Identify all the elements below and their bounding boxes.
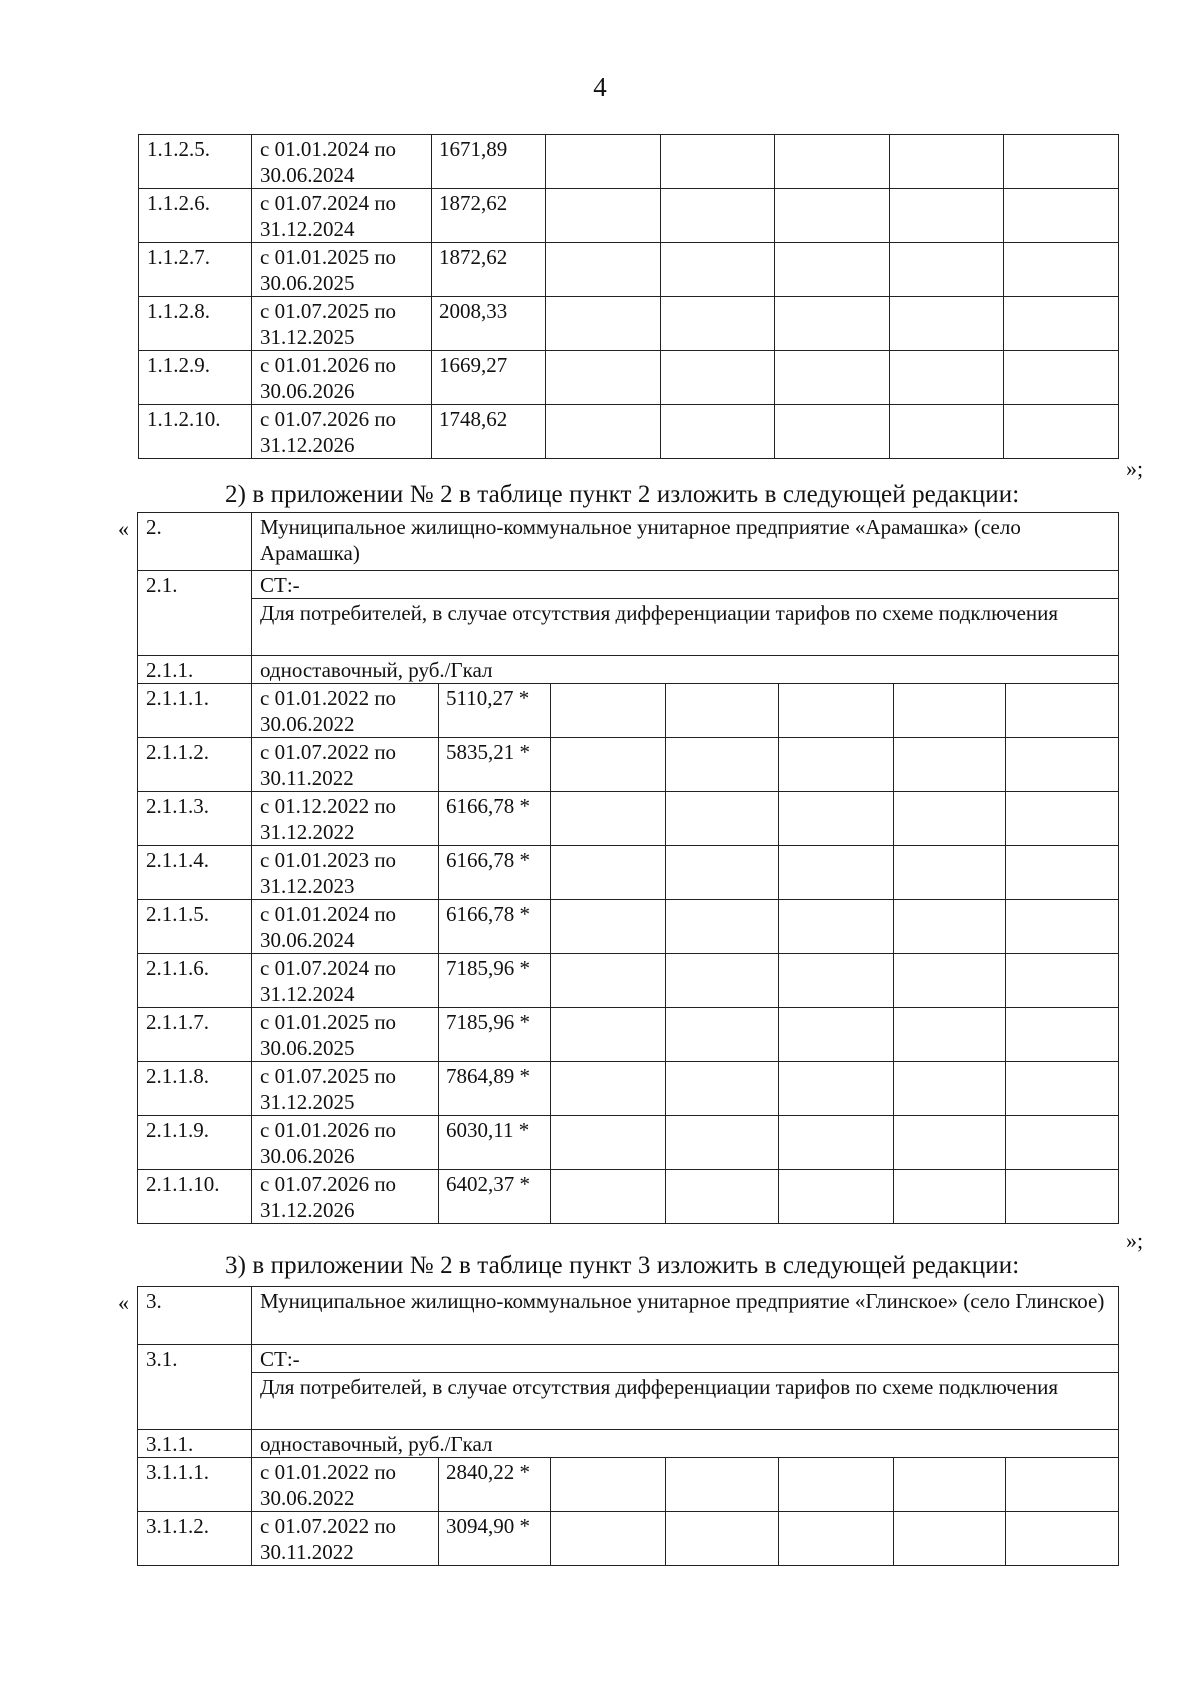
empty-cell [1006,684,1119,738]
row-period: с 01.01.2022 по 30.06.2022 [252,1458,439,1512]
empty-cell [1004,297,1119,351]
open-quote-3: « [118,1290,129,1315]
tariff-table-2 [137,512,1119,1224]
empty-cell [551,954,666,1008]
empty-cell [661,405,775,459]
row-period: с 01.07.2022 по 30.11.2022 [252,738,439,792]
table-row [138,1062,1119,1116]
row-period: с 01.01.2023 по 31.12.2023 [252,846,439,900]
row-number: 2.1.1.6. [138,954,252,1008]
empty-cell [661,351,775,405]
empty-cell [779,1116,894,1170]
row-period: с 01.07.2024 по 31.12.2024 [252,954,439,1008]
table-row [139,405,1119,459]
row-value: 6166,78 * [439,900,551,954]
table-row [138,846,1119,900]
section-3-st-num: 3.1. [138,1345,252,1430]
empty-cell [551,738,666,792]
empty-cell [666,1458,779,1512]
empty-cell [546,297,661,351]
table-row [139,243,1119,297]
row-value: 7864,89 * [439,1062,551,1116]
table-row [138,738,1119,792]
empty-cell [666,1008,779,1062]
section-3-st-row [138,1345,1119,1373]
row-value: 6166,78 * [439,846,551,900]
empty-cell [1006,1512,1119,1566]
empty-cell [779,900,894,954]
table-row [138,954,1119,1008]
empty-cell [546,135,661,189]
empty-cell [775,189,890,243]
row-number: 2.1.1.2. [138,738,252,792]
row-period: с 01.01.2024 по 30.06.2024 [252,900,439,954]
empty-cell [1006,1008,1119,1062]
empty-cell [666,738,779,792]
row-number: 2.1.1.1. [138,684,252,738]
empty-cell [779,954,894,1008]
empty-cell [661,297,775,351]
empty-cell [666,684,779,738]
empty-cell [1006,846,1119,900]
row-period: с 01.07.2024 по 31.12.2024 [252,189,432,243]
empty-cell [551,792,666,846]
row-period: с 01.01.2026 по 30.06.2026 [252,351,432,405]
empty-cell [890,351,1004,405]
page-number: 4 [593,72,607,102]
empty-cell [779,792,894,846]
empty-cell [666,1062,779,1116]
row-value: 6402,37 * [439,1170,551,1224]
empty-cell [666,846,779,900]
row-number: 2.1.1.10. [138,1170,252,1224]
empty-cell [551,1512,666,1566]
row-value: 1872,62 [432,189,546,243]
empty-cell [894,1008,1006,1062]
empty-cell [779,684,894,738]
empty-cell [890,189,1004,243]
empty-cell [890,297,1004,351]
table-row [138,1512,1119,1566]
table-row [139,297,1119,351]
empty-cell [1006,1170,1119,1224]
empty-cell [551,1116,666,1170]
empty-cell [1004,405,1119,459]
table-row [138,1458,1119,1512]
section-3-rate-row [138,1430,1119,1458]
empty-cell [546,243,661,297]
row-value: 2840,22 * [439,1458,551,1512]
section-2-header-row [138,513,1119,571]
empty-cell [779,1512,894,1566]
row-value: 5835,21 * [439,738,551,792]
section-3-consumers-row [138,1373,1119,1430]
row-number: 2.1.1.3. [138,792,252,846]
table-row [138,1170,1119,1224]
row-number: 1.1.2.9. [139,351,252,405]
section-2-rate-row [138,656,1119,684]
table-row [138,792,1119,846]
table-row [138,900,1119,954]
row-number: 1.1.2.6. [139,189,252,243]
section-3-st-label: СТ:- [252,1345,1119,1373]
row-value: 2008,33 [432,297,546,351]
table-row [139,135,1119,189]
row-value: 6166,78 * [439,792,551,846]
empty-cell [890,135,1004,189]
section-3-enterprise: Муниципальное жилищно-коммунальное унитарное предприятие «Глинское» (село Глинское) [252,1287,1119,1345]
section-2-consumers-row [138,599,1119,656]
empty-cell [551,1008,666,1062]
empty-cell [661,243,775,297]
row-period: с 01.01.2025 по 30.06.2025 [252,243,432,297]
empty-cell [775,243,890,297]
empty-cell [775,297,890,351]
empty-cell [551,900,666,954]
empty-cell [894,1512,1006,1566]
row-value: 5110,27 * [439,684,551,738]
row-number: 3.1.1.2. [138,1512,252,1566]
empty-cell [894,792,1006,846]
section-2-heading: 2) в приложении № 2 в таблице пункт 2 изложить в следующей редакции: [225,481,1020,508]
row-number: 1.1.2.7. [139,243,252,297]
empty-cell [666,954,779,1008]
empty-cell [775,405,890,459]
empty-cell [894,684,1006,738]
empty-cell [779,1458,894,1512]
section-2-st-row [138,571,1119,599]
table-row [138,684,1119,738]
empty-cell [775,135,890,189]
section-3-heading: 3) в приложении № 2 в таблице пункт 3 изложить в следующей редакции: [225,1252,1020,1279]
section-2-st-num: 2.1. [138,571,252,656]
row-number: 2.1.1.9. [138,1116,252,1170]
empty-cell [1004,189,1119,243]
row-number: 2.1.1.8. [138,1062,252,1116]
row-period: с 01.01.2022 по 30.06.2022 [252,684,439,738]
row-number: 3.1.1.1. [138,1458,252,1512]
empty-cell [779,1062,894,1116]
empty-cell [1004,351,1119,405]
section-2-st-label: СТ:- [252,571,1119,599]
empty-cell [894,738,1006,792]
close-quote-1: »; [1126,456,1144,481]
empty-cell [894,1170,1006,1224]
open-quote-2: « [118,516,129,541]
section-2-num: 2. [138,513,252,571]
empty-cell [546,351,661,405]
empty-cell [779,1008,894,1062]
empty-cell [890,405,1004,459]
empty-cell [1006,792,1119,846]
row-period: с 01.07.2026 по 31.12.2026 [252,405,432,459]
empty-cell [666,1512,779,1566]
empty-cell [894,1458,1006,1512]
empty-cell [546,405,661,459]
section-2-rate-label: одноставочный, руб./Гкал [252,656,1119,684]
empty-cell [1006,1062,1119,1116]
empty-cell [546,189,661,243]
empty-cell [1006,900,1119,954]
empty-cell [894,954,1006,1008]
empty-cell [1006,954,1119,1008]
row-period: с 01.01.2025 по 30.06.2025 [252,1008,439,1062]
empty-cell [894,846,1006,900]
empty-cell [1004,135,1119,189]
empty-cell [661,135,775,189]
empty-cell [666,792,779,846]
row-period: с 01.07.2025 по 31.12.2025 [252,297,432,351]
empty-cell [551,1062,666,1116]
empty-cell [661,189,775,243]
close-quote-2: »; [1126,1228,1144,1253]
row-value: 7185,96 * [439,1008,551,1062]
row-number: 2.1.1.7. [138,1008,252,1062]
empty-cell [894,900,1006,954]
table-row [138,1116,1119,1170]
empty-cell [1006,738,1119,792]
empty-cell [1006,1458,1119,1512]
empty-cell [551,846,666,900]
row-value: 6030,11 * [439,1116,551,1170]
row-value: 1669,27 [432,351,546,405]
section-2-enterprise: Муниципальное жилищно-коммунальное унитарное предприятие «Арамашка» (село Арамашка) [252,513,1119,571]
row-value: 1872,62 [432,243,546,297]
empty-cell [779,1170,894,1224]
row-period: с 01.07.2022 по 30.11.2022 [252,1512,439,1566]
row-number: 2.1.1.5. [138,900,252,954]
row-number: 1.1.2.5. [139,135,252,189]
empty-cell [779,738,894,792]
row-value: 7185,96 * [439,954,551,1008]
row-number: 2.1.1.4. [138,846,252,900]
row-period: с 01.07.2026 по 31.12.2026 [252,1170,439,1224]
empty-cell [666,1116,779,1170]
empty-cell [551,1458,666,1512]
row-period: с 01.01.2024 по 30.06.2024 [252,135,432,189]
row-value: 1748,62 [432,405,546,459]
empty-cell [551,684,666,738]
row-value: 1671,89 [432,135,546,189]
table-row [139,189,1119,243]
section-2-rate-num: 2.1.1. [138,656,252,684]
table-row [138,1008,1119,1062]
row-period: с 01.07.2025 по 31.12.2025 [252,1062,439,1116]
empty-cell [894,1116,1006,1170]
empty-cell [1004,243,1119,297]
section-2-consumers: Для потребителей, в случае отсутствия дифференциации тарифов по схеме подключения [252,599,1119,656]
row-period: с 01.01.2026 по 30.06.2026 [252,1116,439,1170]
tariff-table-1 [138,134,1119,459]
row-value: 3094,90 * [439,1512,551,1566]
section-3-rate-num: 3.1.1. [138,1430,252,1458]
table-row [139,351,1119,405]
empty-cell [1006,1116,1119,1170]
empty-cell [666,900,779,954]
row-number: 1.1.2.10. [139,405,252,459]
row-period: с 01.12.2022 по 31.12.2022 [252,792,439,846]
empty-cell [775,351,890,405]
empty-cell [551,1170,666,1224]
empty-cell [894,1062,1006,1116]
section-3-rate-label: одноставочный, руб./Гкал [252,1430,1119,1458]
section-3-num: 3. [138,1287,252,1345]
empty-cell [779,846,894,900]
row-number: 1.1.2.8. [139,297,252,351]
tariff-table-3 [137,1286,1119,1566]
empty-cell [666,1170,779,1224]
empty-cell [890,243,1004,297]
section-3-consumers: Для потребителей, в случае отсутствия дифференциации тарифов по схеме подключения [252,1373,1119,1430]
section-3-header-row [138,1287,1119,1345]
